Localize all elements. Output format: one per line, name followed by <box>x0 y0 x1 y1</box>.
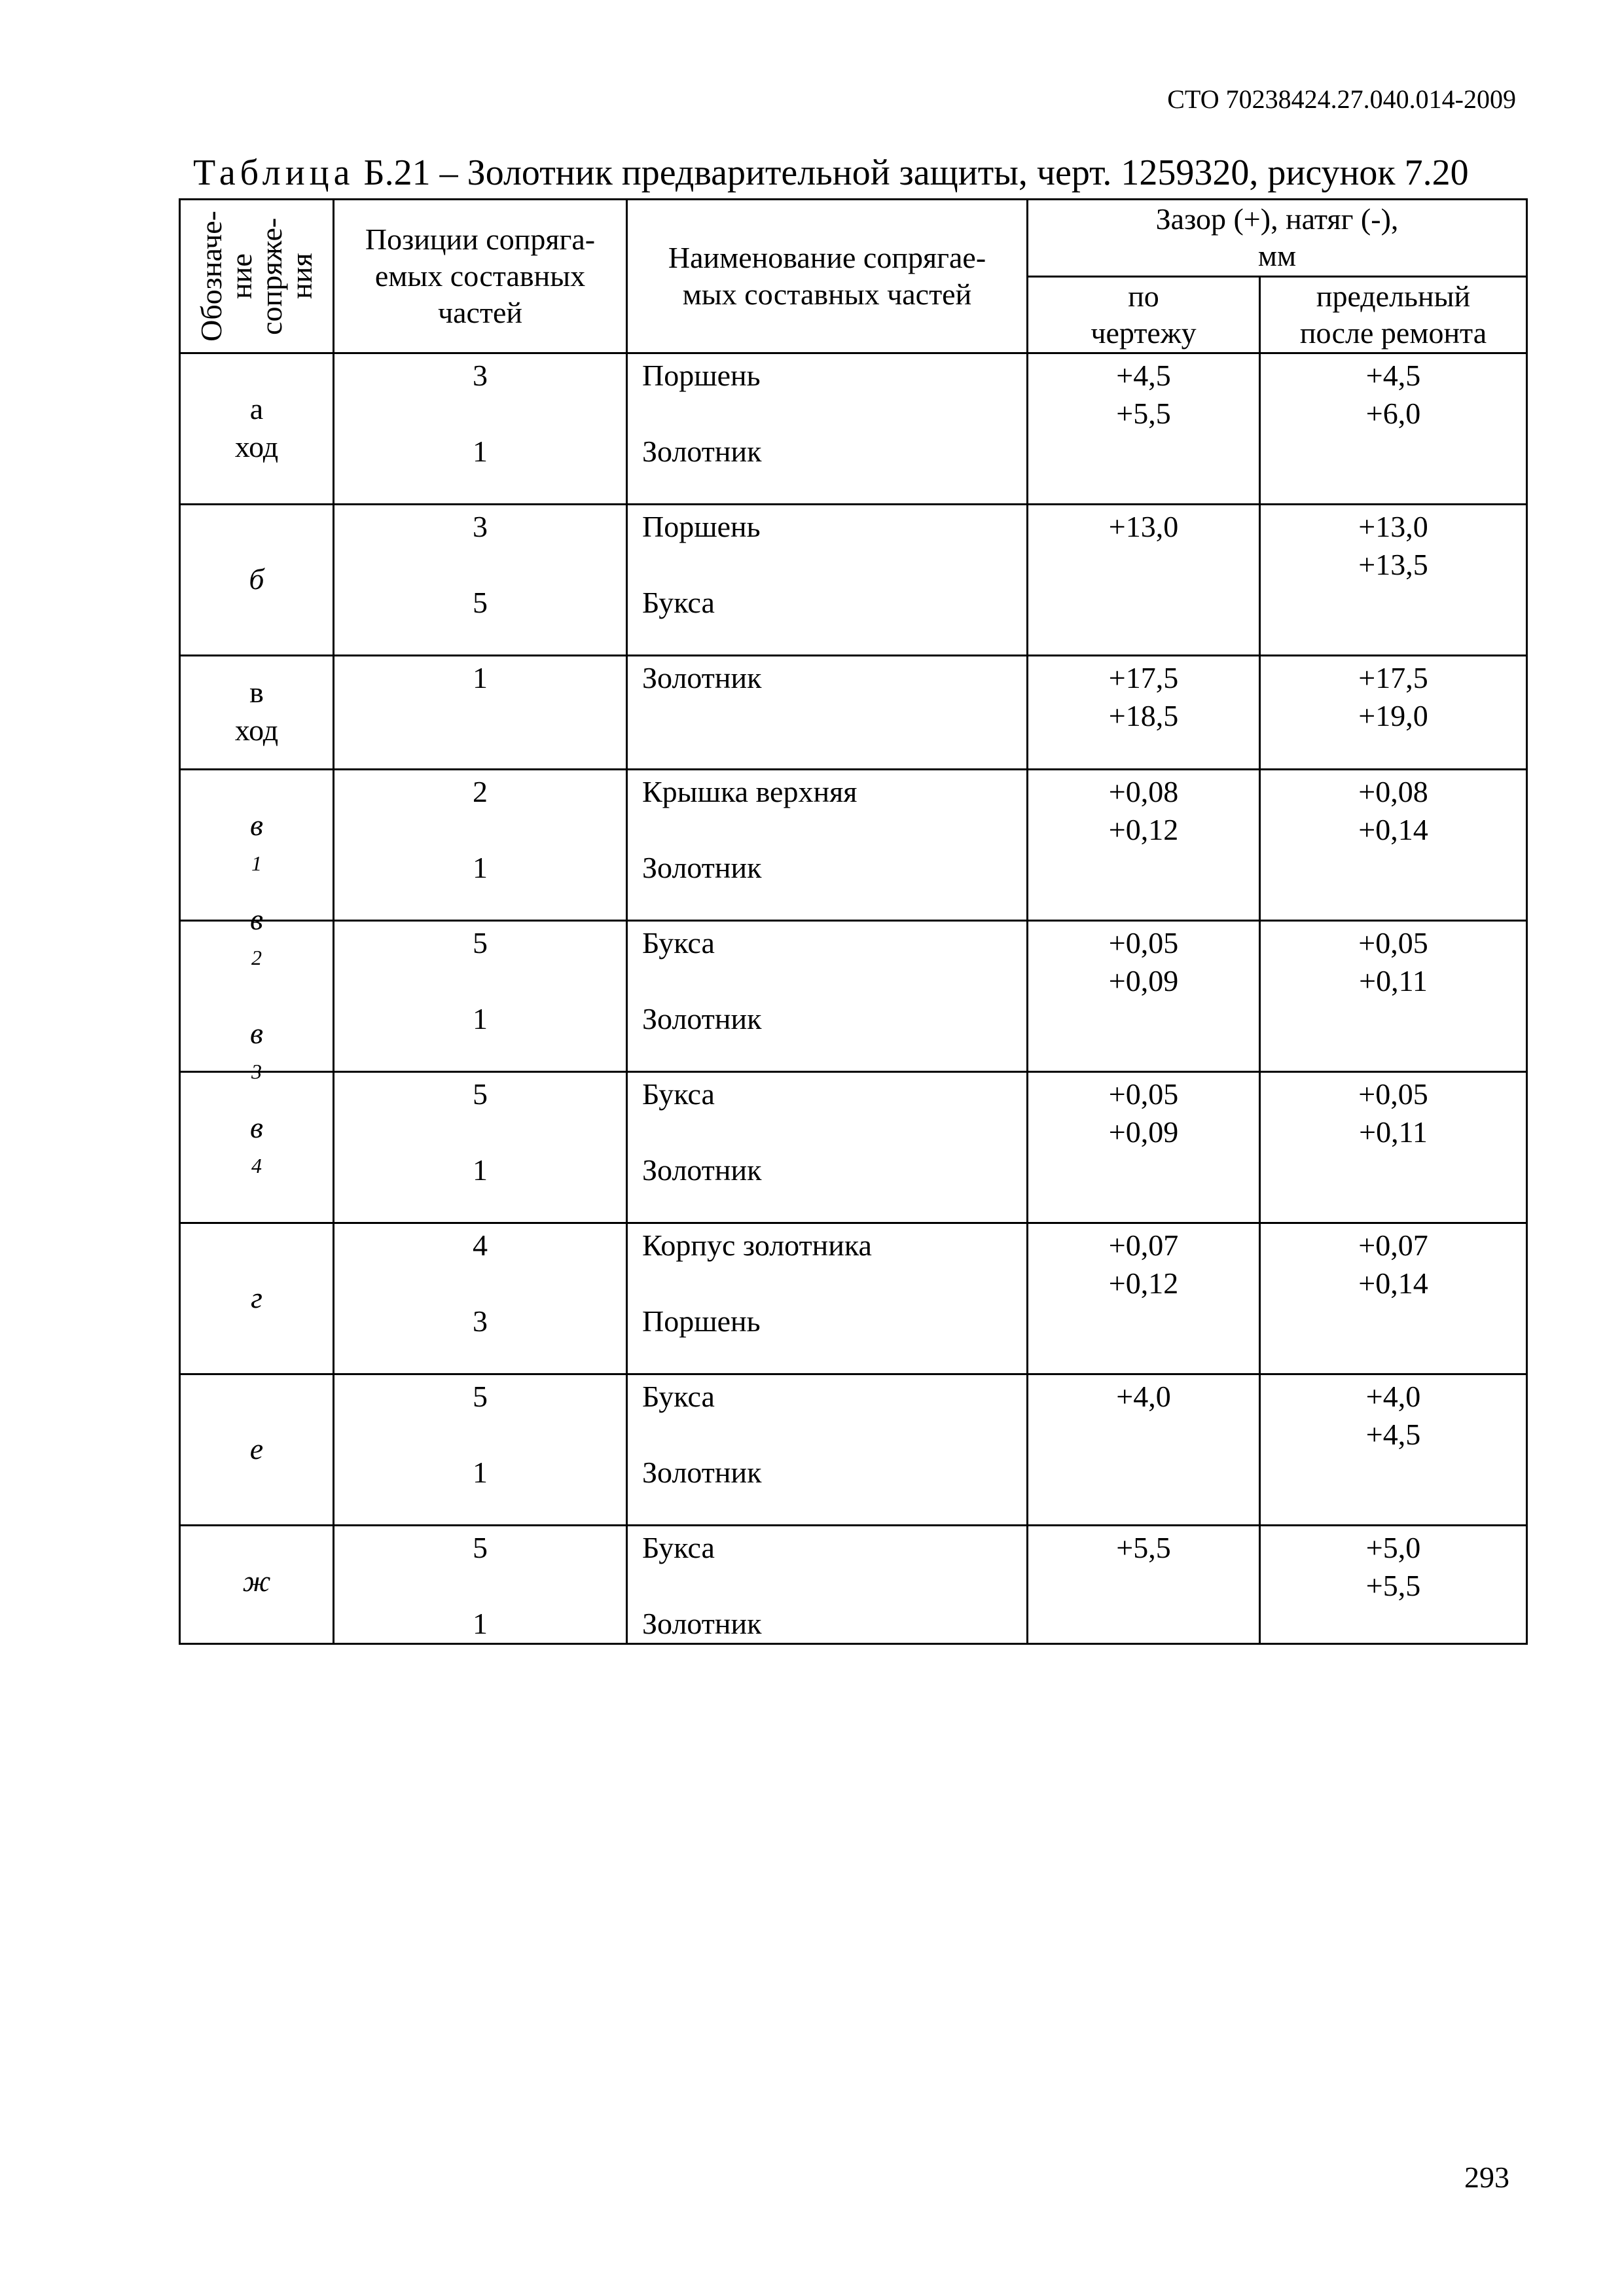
table-row <box>180 353 1527 505</box>
position-cell: 3 1 <box>334 353 627 505</box>
limit-cell: +0,08 +0,14 <box>1260 770 1527 921</box>
caption-label: Таблица <box>193 152 355 193</box>
table-row <box>180 1526 1527 1644</box>
position-cell: 5 1 <box>334 1072 627 1223</box>
header-positions: Позиции сопряга- емых составных частей <box>334 200 627 353</box>
part-name-cell: Крышка верхняя Золотник <box>627 770 1028 921</box>
table-header <box>180 200 1527 353</box>
position-cell: 5 1 <box>334 1374 627 1526</box>
part-name-cell: Букса Золотник <box>627 1072 1028 1223</box>
table-row <box>180 1223 1527 1374</box>
limit-cell: +0,07 +0,14 <box>1260 1223 1527 1374</box>
part-name-cell: Поршень Букса <box>627 505 1028 656</box>
table-body <box>180 353 1527 1644</box>
by-drawing-cell: +17,5 +18,5 <box>1028 656 1260 770</box>
document-code: СТО 70238424.27.040.014-2009 <box>1167 84 1516 114</box>
position-cell: 3 5 <box>334 505 627 656</box>
table-row <box>180 770 1527 921</box>
header-names: Наименование сопрягае- мых составных частей <box>627 200 1028 353</box>
limit-cell: +5,0 +5,5 <box>1260 1526 1527 1644</box>
designation-cell: а ход <box>180 353 334 505</box>
by-drawing-cell: +5,5 <box>1028 1526 1260 1644</box>
by-drawing-cell: +0,05 +0,09 <box>1028 921 1260 1072</box>
page-number: 293 <box>1464 2161 1509 2194</box>
part-name-cell: Поршень Золотник <box>627 353 1028 505</box>
limit-cell: +17,5 +19,0 <box>1260 656 1527 770</box>
part-name-cell: Букса Золотник <box>627 1374 1028 1526</box>
position-cell: 1 <box>334 656 627 770</box>
table-row <box>180 656 1527 770</box>
limit-cell: +4,5 +6,0 <box>1260 353 1527 505</box>
part-name-cell: Букса Золотник <box>627 921 1028 1072</box>
designation-cell: е <box>180 1374 334 1526</box>
by-drawing-cell: +4,5 +5,5 <box>1028 353 1260 505</box>
part-name-cell: Букса Золотник <box>627 1526 1028 1644</box>
designation-cell: в 2 в 3 <box>180 921 334 1072</box>
mating-parts-table <box>179 198 1528 1645</box>
by-drawing-cell: +0,08 +0,12 <box>1028 770 1260 921</box>
header-by-drawing: по чертежу <box>1028 276 1260 353</box>
by-drawing-cell: +0,07 +0,12 <box>1028 1223 1260 1374</box>
table-row <box>180 505 1527 656</box>
caption-text: Б.21 – Золотник предварительной защиты, черт. 1259320, рисунок 7.20 <box>354 152 1469 193</box>
by-drawing-cell: +4,0 <box>1028 1374 1260 1526</box>
limit-cell: +13,0 +13,5 <box>1260 505 1527 656</box>
part-name-cell: Золотник <box>627 656 1028 770</box>
table-row <box>180 921 1527 1072</box>
designation-cell: в 4 <box>180 1072 334 1223</box>
limit-cell: +0,05 +0,11 <box>1260 1072 1527 1223</box>
designation-cell: в ход <box>180 656 334 770</box>
designation-cell: ж <box>180 1526 334 1644</box>
limit-cell: +0,05 +0,11 <box>1260 921 1527 1072</box>
limit-cell: +4,0 +4,5 <box>1260 1374 1527 1526</box>
table-caption <box>193 152 1538 194</box>
position-cell: 2 1 <box>334 770 627 921</box>
designation-cell: в 1 <box>180 770 334 921</box>
position-cell: 5 1 <box>334 921 627 1072</box>
designation-cell: г <box>180 1223 334 1374</box>
part-name-cell: Корпус золотника Поршень <box>627 1223 1028 1374</box>
table-row <box>180 1072 1527 1223</box>
table-row <box>180 1374 1527 1526</box>
header-clearance: Зазор (+), натяг (-), мм <box>1028 200 1527 277</box>
designation-cell: б <box>180 505 334 656</box>
by-drawing-cell: +0,05 +0,09 <box>1028 1072 1260 1223</box>
position-cell: 5 1 <box>334 1526 627 1644</box>
by-drawing-cell: +13,0 <box>1028 505 1260 656</box>
header-designation: Обозначе- ние сопряже- ния <box>180 200 334 353</box>
header-limit: предельный после ремонта <box>1260 276 1527 353</box>
position-cell: 4 3 <box>334 1223 627 1374</box>
